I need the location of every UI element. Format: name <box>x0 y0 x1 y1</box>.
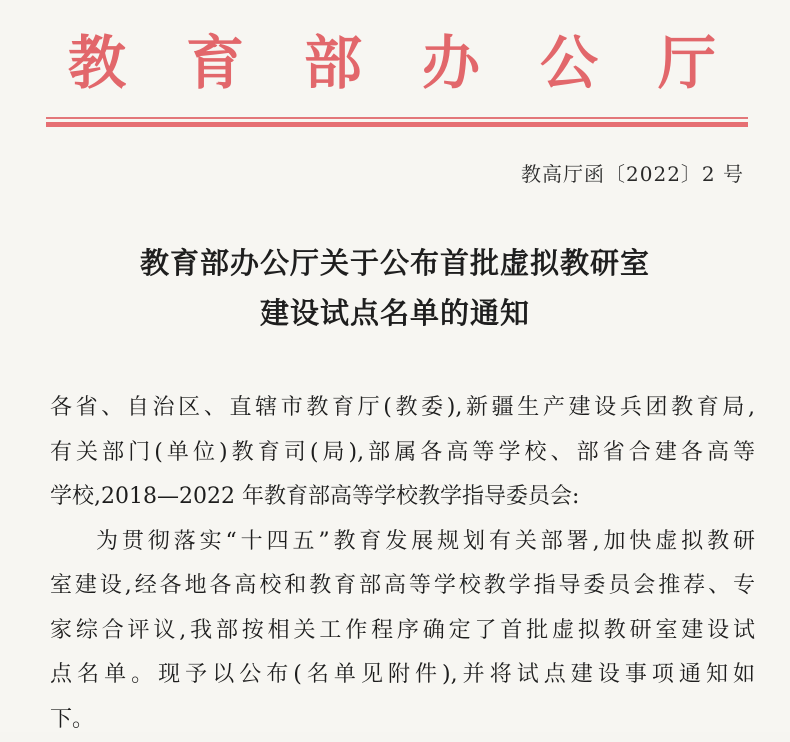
org-char: 公 <box>534 16 604 100</box>
letterhead-divider-thick <box>46 122 748 127</box>
paragraph-line: 下。 <box>50 698 755 742</box>
addressee <box>50 386 755 520</box>
title-line-1: 教育部办公厅关于公布首批虚拟教研室 <box>0 238 790 288</box>
org-char: 教 <box>62 16 132 100</box>
addressee-line: 有关部门(单位)教育司(局),部属各高等学校、部省合建各高等 <box>50 431 755 476</box>
body-paragraph <box>50 520 755 742</box>
org-char: 育 <box>180 16 250 100</box>
paragraph-line: 为贯彻落实“十四五”教育发展规划有关部署,加快虚拟教研 <box>50 520 755 565</box>
org-char: 厅 <box>652 16 722 100</box>
letterhead <box>0 18 790 98</box>
paragraph-line: 家综合评议,我部按相关工作程序确定了首批虚拟教研室建设试 <box>50 609 755 654</box>
letterhead-divider-thin <box>46 117 748 119</box>
document-number: 教高厅函〔2022〕2 号 <box>521 158 744 187</box>
addressee-line: 各省、自治区、直辖市教育厅(教委),新疆生产建设兵团教育局, <box>50 386 755 431</box>
org-char: 办 <box>416 16 486 100</box>
org-char: 部 <box>298 16 368 100</box>
issuing-organization <box>62 18 722 98</box>
addressee-line: 学校,2018—2022 年教育部高等学校教学指导委员会: <box>50 475 755 520</box>
document-title <box>0 238 790 338</box>
paragraph-line: 室建设,经各地各高校和教育部高等学校教学指导委员会推荐、专 <box>50 564 755 609</box>
document-body <box>50 386 755 742</box>
paragraph-line: 点名单。现予以公布(名单见附件),并将试点建设事项通知如 <box>50 653 755 698</box>
title-line-2: 建设试点名单的通知 <box>0 288 790 338</box>
